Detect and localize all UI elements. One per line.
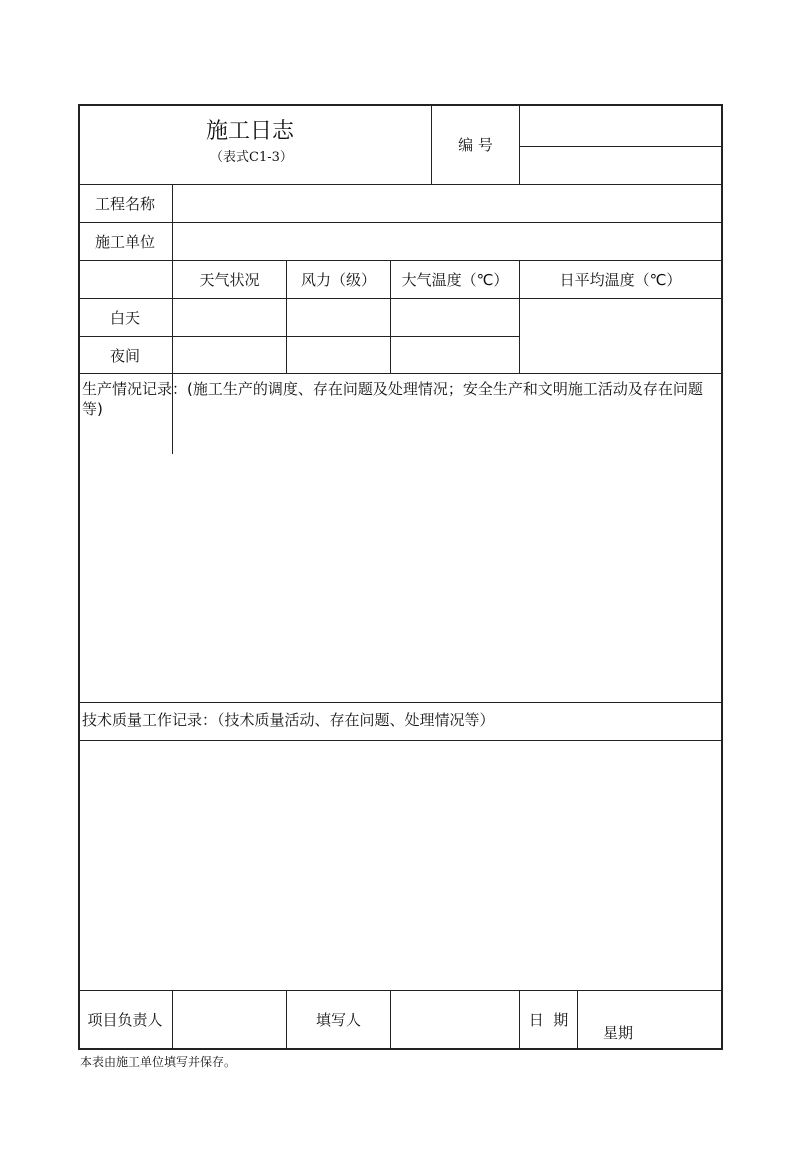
row-label-night: 夜间 — [109, 346, 140, 365]
date-label: 日 期 — [528, 1011, 569, 1029]
project-name-label: 工程名称 — [94, 195, 155, 213]
weather-header-condition: 天气状况 — [199, 271, 260, 289]
daily-avg-temp-input[interactable] — [520, 299, 721, 373]
technical-record-label: 技术质量工作记录：（技术质量活动、存在问题、处理情况等） — [82, 711, 495, 729]
technical-record-area[interactable] — [80, 741, 721, 990]
weekday-label: 星期 — [603, 1024, 634, 1042]
production-record-label: 生产情况记录：(施工生产的调度、存在问题及处理情况；安全生产和文明施工活动及存在问题等) — [82, 380, 703, 418]
construction-unit-input[interactable] — [173, 223, 721, 260]
filler-label: 填写人 — [315, 1011, 361, 1029]
day-temp-input[interactable] — [391, 299, 519, 336]
weather-header-wind: 风力（级） — [300, 271, 376, 289]
construction-log-form — [78, 104, 723, 1050]
day-condition-input[interactable] — [173, 299, 286, 336]
divider — [577, 990, 578, 1050]
number-field-1[interactable] — [520, 104, 721, 146]
project-name-input[interactable] — [173, 185, 721, 222]
manager-label: 项目负责人 — [87, 1011, 163, 1029]
border-bottom — [78, 1048, 723, 1050]
weather-header-daily-avg: 日平均温度（℃） — [559, 271, 682, 289]
number-field-2[interactable] — [520, 147, 721, 184]
night-condition-input[interactable] — [173, 337, 286, 373]
night-wind-input[interactable] — [287, 337, 390, 373]
form-subtitle: （表式C1-3） — [210, 150, 293, 165]
form-title: 施工日志 — [206, 119, 295, 144]
footnote: 本表由施工单位填写并保存。 — [80, 1055, 237, 1069]
manager-input[interactable] — [173, 991, 286, 1048]
border-right — [721, 104, 723, 1050]
number-label: 编 号 — [458, 135, 493, 154]
construction-unit-label: 施工单位 — [94, 233, 155, 251]
day-wind-input[interactable] — [287, 299, 390, 336]
filler-input[interactable] — [391, 991, 519, 1048]
night-temp-input[interactable] — [391, 337, 519, 373]
row-label-day: 白天 — [109, 309, 140, 327]
production-record-area[interactable] — [80, 422, 721, 702]
divider — [78, 373, 723, 374]
divider — [78, 702, 723, 703]
weather-header-temp: 大气温度（℃） — [401, 271, 509, 289]
